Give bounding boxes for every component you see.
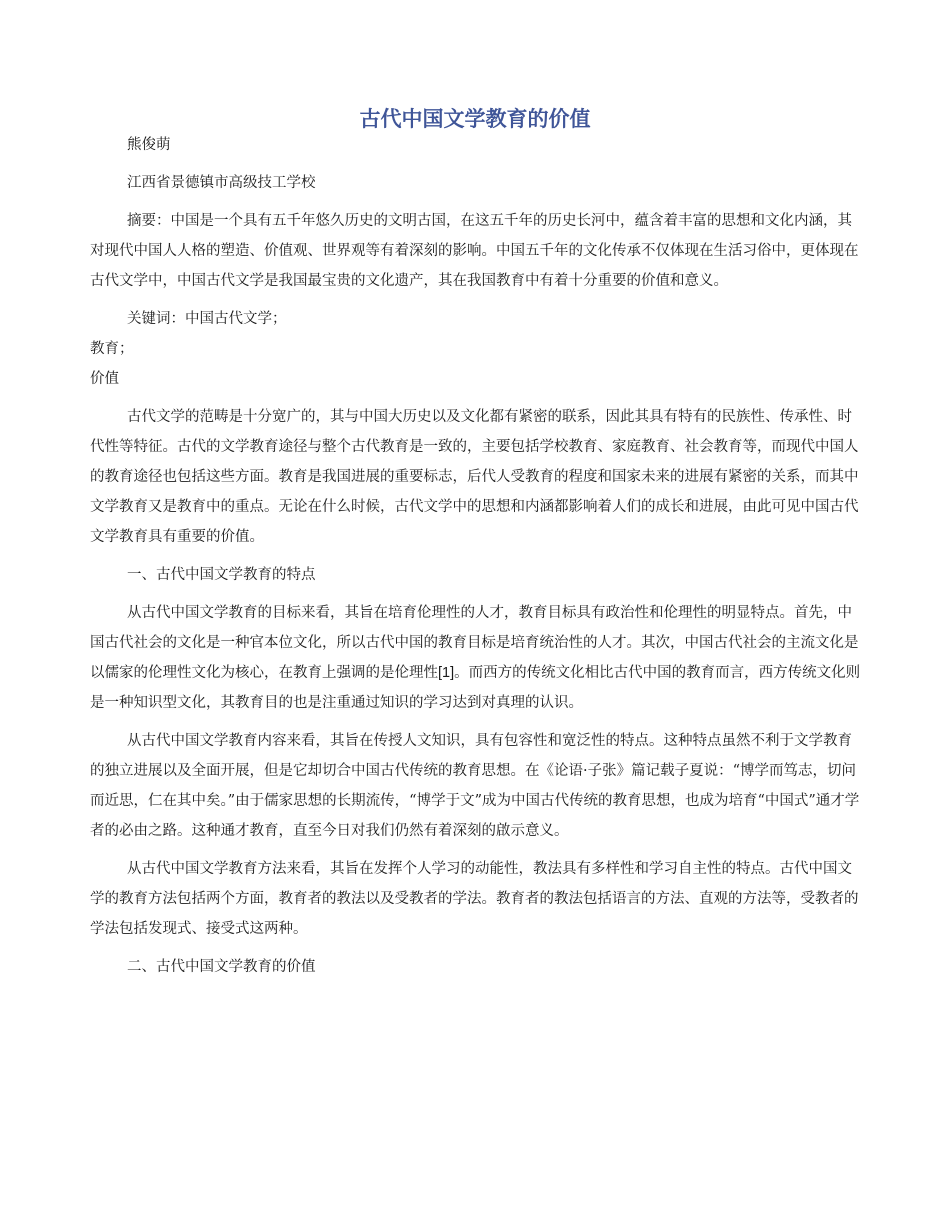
goal-text-part: 从古代中国文学教育的目标来看，其旨在培育伦理性的人才，教育目标具有政治性和伦理性的明显特点。首先，中国古代社会的文化是一种官本位文化，所以古代中国的教育目标是培育统治性的人才。其次，中国古代社会的主流文化是以儒家的伦理性文化为核心，在教育上强调的是伦理性 <box>90 605 859 681</box>
section-heading-2: 二、古代中国文学教育的价值 <box>127 959 316 975</box>
keyword-item: 价值 <box>90 371 119 387</box>
section-heading-1: 一、古代中国文学教育的特点 <box>127 567 316 583</box>
keyword-item: 教育； <box>90 341 134 357</box>
author-name: 熊俊萌 <box>127 137 171 153</box>
article-body <box>90 130 862 982</box>
article-title: 古代中国文学教育的价值 <box>359 107 591 131</box>
intro-paragraph: 古代文学的范畴是十分宽广的，其与中国大历史以及文化都有紧密的联系，因此其具有特有的民族性、传承性、时代性等特征。古代的文学教育途径与整个古代教育是一致的，主要包括学校教育、家庭教育、社会教育等，而现代中国人的教育途径也包括这些方面。教育是我国进展的重要标志，后代人受教育的程度和国家未来的进展有紧密的关系，而其中文学教育又是教育中的重点。无论在什么时候，古代文学中的思想和内涵都影响着人们的成长和进展，由此可见中国古代文学教育具有重要的价值。 <box>90 409 859 545</box>
keywords-line: 关键词：中国古代文学； <box>127 311 287 327</box>
author-affiliation: 江西省景德镇市高级技工学校 <box>127 175 316 191</box>
abstract-paragraph: 摘要：中国是一个具有五千年悠久历史的文明古国，在这五千年的历史长河中，蕴含着丰富的思想和文化内涵，其对现代中国人人格的塑造、价值观、世界观等有着深刻的影响。中国五千年的文化传承不仅体现在生活习俗中，更体现在古代文学中，中国古代文学是我国最宝贵的文化遗产，其在我国教育中有着十分重要的价值和意义。 <box>90 213 859 289</box>
method-paragraph: 从古代中国文学教育方法来看，其旨在发挥个人学习的动能性，教法具有多样性和学习自主性的特点。古代中国文学的教育方法包括两个方面，教育者的教法以及受教者的学法。教育者的教法包括语言的方法、直观的方法等，受教者的学法包括发现式、接受式这两种。 <box>90 861 859 937</box>
citation-reference: [1] <box>438 665 455 681</box>
content-paragraph: 从古代中国文学教育内容来看，其旨在传授人文知识，具有包容性和宽泛性的特点。这种特点虽然不利于文学教育的独立进展以及全面开展，但是它却切合中国古代传统的教育思想。在《论语·子张》篇记载子夏说：“博学而笃志，切问而近思，仁在其中矣。”由于儒家思想的长期流传，“博学于文”成为中国古代传统的教育思想，也成为培育“中国式”通才学者的必由之路。这种通才教育，直至今日对我们仍然有着深刻的啟示意义。 <box>90 733 860 839</box>
goal-text-part: 。而西方的传统文化相比古代中国的教育而言，西方传统文化则是一种知识型文化，其教育目的也是注重通过知识的学习达到对真理的认识。 <box>90 665 861 711</box>
goal-paragraph <box>90 598 862 718</box>
